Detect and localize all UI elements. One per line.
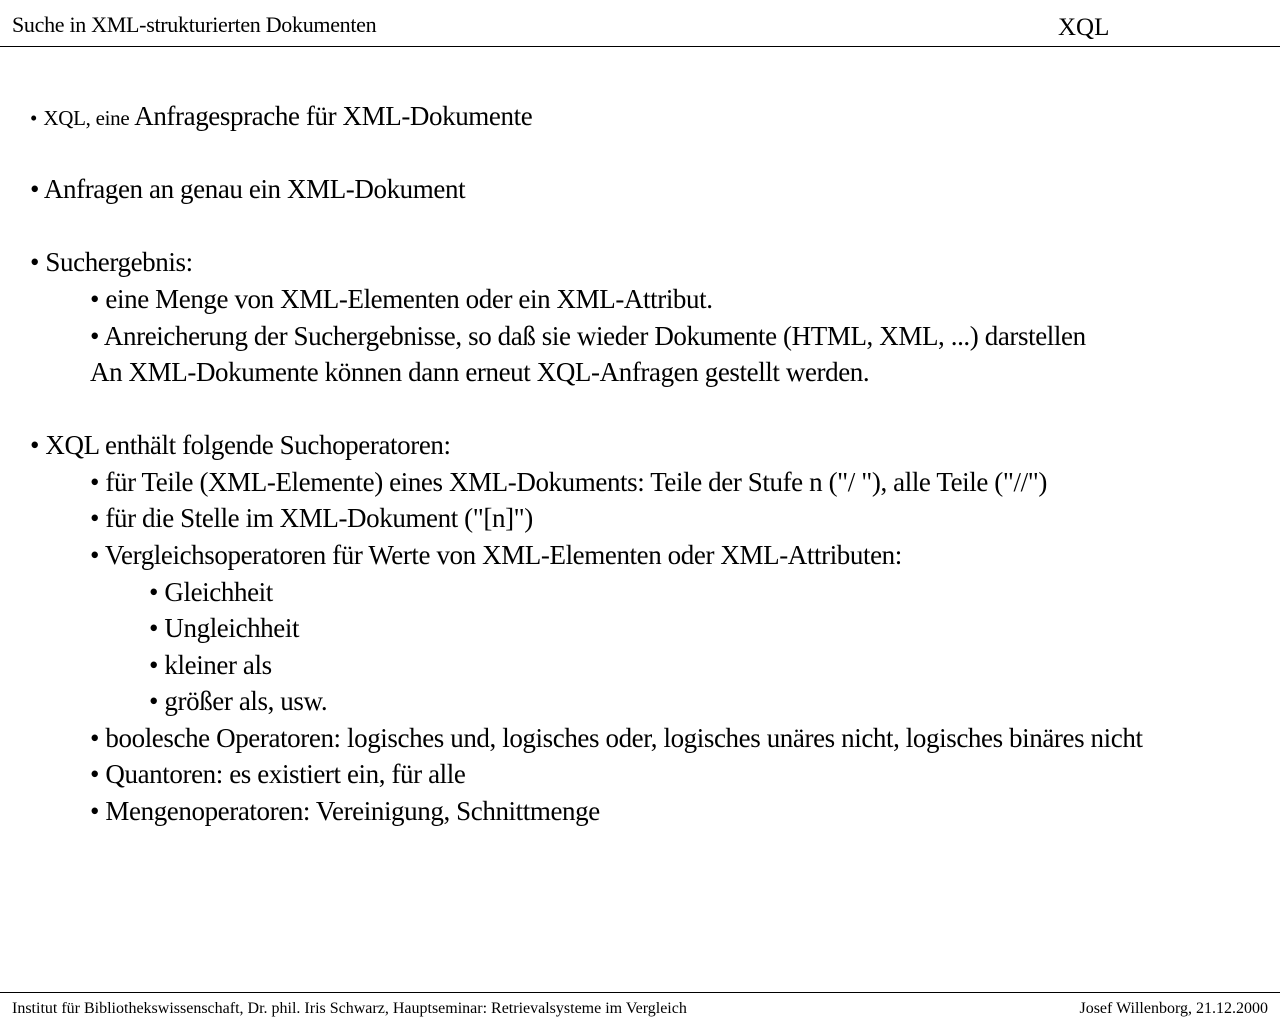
sub-bullet-stelle: • für die Stelle im XML-Dokument ("[n]") xyxy=(90,503,533,533)
sub-sub-bullet-kleiner: • kleiner als xyxy=(149,650,272,680)
sub-sub-bullet-ungleichheit: • Ungleichheit xyxy=(149,613,300,643)
page-header-topic: XQL xyxy=(1058,14,1110,41)
bullet-xql-intro xyxy=(30,100,532,134)
bullet-xql-intro-marker: • xyxy=(30,106,38,130)
footer-institution: Institut für Bibliothekswissenschaft, Dr. phil. Iris Schwarz, Hauptseminar: Retrievalsysteme im Vergleich xyxy=(12,1000,687,1017)
sub-bullet-menge: • eine Menge von XML-Elementen oder ein XML-Attribut. xyxy=(90,284,713,314)
sub-bullet-boolesch: • boolesche Operatoren: logisches und, logisches oder, logisches unäres nicht, logisches binäres nicht xyxy=(90,723,1143,753)
sub-sub-bullet-groesser: • größer als, usw. xyxy=(149,686,328,716)
bullet-suchoperatoren: • XQL enthält folgende Suchoperatoren: xyxy=(30,430,451,460)
footer-author-date: Josef Willenborg, 21.12.2000 xyxy=(1079,1000,1268,1017)
sub-bullet-teile: • für Teile (XML-Elemente) eines XML-Dokuments: Teile der Stufe n ("/ "), alle Teile ("//") xyxy=(90,467,1047,497)
bullet-xql-intro-text: Anfragesprache für XML-Dokumente xyxy=(134,101,533,131)
sub-sub-bullet-gleichheit: • Gleichheit xyxy=(149,577,273,607)
footer-divider xyxy=(0,992,1280,993)
continuation-anfragen: An XML-Dokumente können dann erneut XQL-Anfragen gestellt werden. xyxy=(90,357,870,387)
page-header-title: Suche in XML-strukturierten Dokumenten xyxy=(12,12,377,37)
bullet-xql-intro-prefix: XQL, eine xyxy=(43,106,130,130)
sub-bullet-mengen: • Mengenoperatoren: Vereinigung, Schnittmenge xyxy=(90,796,600,826)
sub-bullet-quantoren: • Quantoren: es existiert ein, für alle xyxy=(90,759,466,789)
bullet-anfragen: • Anfragen an genau ein XML-Dokument xyxy=(30,174,466,204)
sub-bullet-vergleich: • Vergleichsoperatoren für Werte von XML-Elementen oder XML-Attributen: xyxy=(90,540,902,570)
sub-bullet-anreicherung: • Anreicherung der Suchergebnisse, so daß sie wieder Dokumente (HTML, XML, ...) darstellen xyxy=(90,321,1086,351)
bullet-suchergebnis: • Suchergebnis: xyxy=(30,247,193,277)
